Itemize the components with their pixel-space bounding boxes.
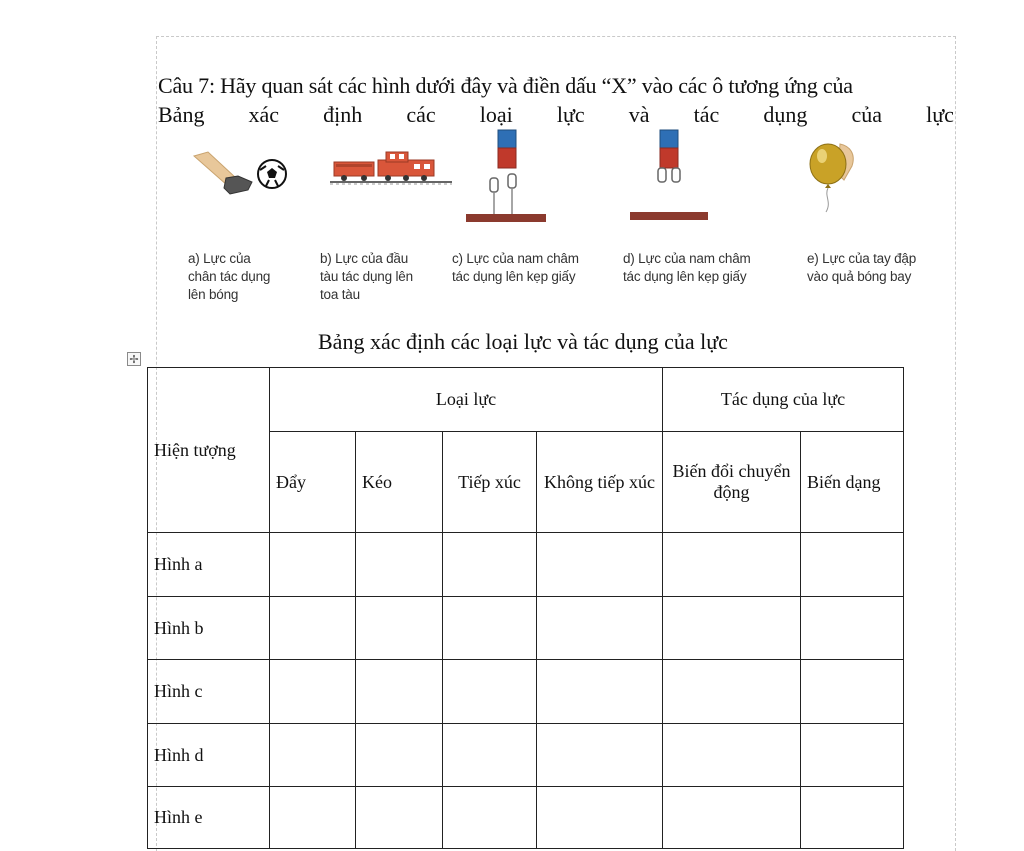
question-word: Bảng bbox=[158, 102, 205, 127]
header-push: Đẩy bbox=[270, 432, 356, 533]
answer-cell[interactable] bbox=[801, 724, 904, 787]
answer-cell[interactable] bbox=[356, 787, 443, 849]
question-word: định bbox=[323, 102, 363, 127]
figure-caption-d bbox=[623, 250, 751, 286]
answer-cell[interactable] bbox=[443, 597, 537, 660]
header-force-type: Loại lực bbox=[270, 368, 663, 432]
question-line-2 bbox=[158, 101, 954, 129]
answer-cell[interactable] bbox=[801, 787, 904, 849]
train-icon bbox=[330, 148, 454, 188]
header-phenomenon: Hiện tượng bbox=[148, 368, 270, 533]
header-motion-change: Biến đổi chuyển động bbox=[663, 432, 801, 533]
figure-caption-a bbox=[188, 250, 270, 304]
question-word: tác bbox=[693, 102, 720, 127]
answer-cell[interactable] bbox=[270, 660, 356, 724]
question-word: dụng bbox=[763, 102, 808, 127]
question-word: lực bbox=[556, 102, 585, 127]
answer-cell[interactable] bbox=[443, 787, 537, 849]
header-contact: Tiếp xúc bbox=[443, 432, 537, 533]
answer-cell[interactable] bbox=[270, 533, 356, 597]
caption-line: tác dụng lên kẹp giấy bbox=[623, 269, 747, 284]
question-word: các bbox=[406, 102, 436, 127]
caption-line: tác dụng lên kẹp giấy bbox=[452, 269, 576, 284]
table-move-handle-icon[interactable]: ✢ bbox=[127, 352, 141, 366]
table-title: Bảng xác định các loại lực và tác dụng của lực bbox=[318, 329, 728, 354]
answer-cell[interactable] bbox=[663, 787, 801, 849]
caption-line: a) Lực của bbox=[188, 251, 251, 266]
answer-cell[interactable] bbox=[801, 533, 904, 597]
answer-cell[interactable] bbox=[663, 724, 801, 787]
row-label: Hình d bbox=[148, 724, 270, 787]
caption-line: chân tác dụng bbox=[188, 269, 271, 284]
answer-cell[interactable] bbox=[663, 533, 801, 597]
question-word: và bbox=[628, 102, 650, 127]
caption-line: b) Lực của đầu bbox=[320, 251, 409, 266]
header-pull: Kéo bbox=[356, 432, 443, 533]
row-label: Hình b bbox=[148, 597, 270, 660]
header-force-effect: Tác dụng của lực bbox=[663, 368, 904, 432]
caption-line: tàu tác dụng lên bbox=[320, 269, 413, 284]
answer-cell[interactable] bbox=[663, 597, 801, 660]
answer-cell[interactable] bbox=[537, 787, 663, 849]
caption-line: vào quả bóng bay bbox=[807, 269, 912, 284]
table-row bbox=[148, 724, 904, 787]
answer-cell[interactable] bbox=[443, 533, 537, 597]
caption-line: e) Lực của tay đập bbox=[807, 251, 917, 266]
answer-cell[interactable] bbox=[356, 660, 443, 724]
question-word: lực bbox=[926, 102, 954, 127]
table-row bbox=[148, 660, 904, 724]
answer-cell[interactable] bbox=[356, 597, 443, 660]
magnet-paperclip-icon bbox=[464, 126, 548, 230]
answer-cell[interactable] bbox=[270, 724, 356, 787]
answer-cell[interactable] bbox=[537, 533, 663, 597]
answer-cell[interactable] bbox=[537, 724, 663, 787]
hand-balloon-icon bbox=[804, 140, 860, 214]
kicking-ball-icon bbox=[190, 148, 290, 200]
header-non-contact: Không tiếp xúc bbox=[537, 432, 663, 533]
answer-cell[interactable] bbox=[537, 660, 663, 724]
figure-caption-b bbox=[320, 250, 413, 304]
question-word: của bbox=[851, 102, 883, 127]
table-row bbox=[148, 597, 904, 660]
figure-caption-e bbox=[807, 250, 916, 286]
answer-cell[interactable] bbox=[356, 724, 443, 787]
caption-line: lên bóng bbox=[188, 287, 239, 302]
header-deformation: Biến dạng bbox=[801, 432, 904, 533]
answer-cell[interactable] bbox=[443, 724, 537, 787]
answer-cell[interactable] bbox=[270, 787, 356, 849]
caption-line: toa tàu bbox=[320, 287, 360, 302]
row-label: Hình e bbox=[148, 787, 270, 849]
question-word: loại bbox=[479, 102, 513, 127]
answer-cell[interactable] bbox=[443, 660, 537, 724]
answer-cell[interactable] bbox=[801, 660, 904, 724]
question-line-1: Câu 7: Hãy quan sát các hình dưới đây và điền dấu “X” vào các ô tương ứng của bbox=[158, 73, 853, 98]
row-label: Hình a bbox=[148, 533, 270, 597]
magnet-paperclip-icon bbox=[628, 126, 712, 230]
figure-caption-c bbox=[452, 250, 579, 286]
answer-cell[interactable] bbox=[663, 660, 801, 724]
table-row bbox=[148, 533, 904, 597]
answer-cell[interactable] bbox=[270, 597, 356, 660]
answer-cell[interactable] bbox=[537, 597, 663, 660]
table-row bbox=[148, 787, 904, 849]
answer-cell[interactable] bbox=[356, 533, 443, 597]
answer-cell[interactable] bbox=[801, 597, 904, 660]
caption-line: d) Lực của nam châm bbox=[623, 251, 751, 266]
caption-line: c) Lực của nam châm bbox=[452, 251, 579, 266]
force-table bbox=[147, 367, 904, 849]
question-word: xác bbox=[248, 102, 280, 127]
row-label: Hình c bbox=[148, 660, 270, 724]
